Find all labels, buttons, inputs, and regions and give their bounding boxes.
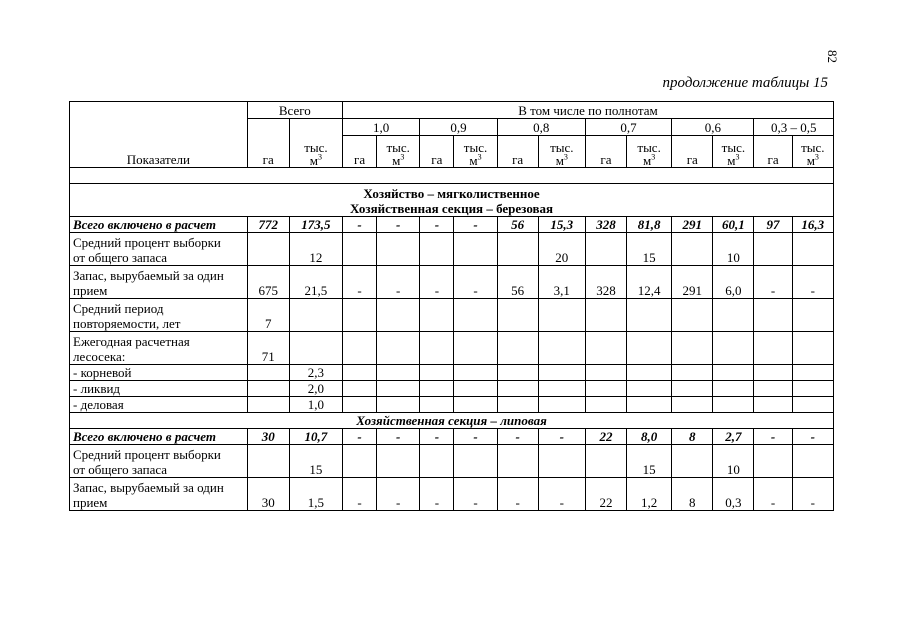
table-cell bbox=[247, 365, 289, 381]
table-cell bbox=[627, 365, 672, 381]
table-cell bbox=[792, 381, 833, 397]
table-cell bbox=[377, 381, 420, 397]
table-cell bbox=[672, 397, 713, 413]
header-density-5: 0,6 bbox=[672, 119, 754, 136]
table-cell bbox=[672, 445, 713, 478]
table-cell bbox=[585, 365, 626, 381]
table-cell bbox=[792, 233, 833, 266]
table-row bbox=[70, 365, 834, 381]
table-cell bbox=[377, 233, 420, 266]
table-cell bbox=[497, 332, 538, 365]
table-cell bbox=[343, 445, 377, 478]
table-cell bbox=[420, 332, 454, 365]
table-cell: 6,0 bbox=[713, 266, 754, 299]
header-total-ha: га bbox=[247, 119, 289, 168]
table-cell: 2,0 bbox=[289, 381, 342, 397]
table-row bbox=[70, 478, 834, 511]
header-unit-vol: тыс. $м^3$ bbox=[713, 136, 754, 168]
table-cell bbox=[585, 299, 626, 332]
table-row bbox=[70, 429, 834, 445]
table-cell bbox=[538, 365, 585, 381]
table-cell bbox=[672, 381, 713, 397]
header-total: Всего bbox=[247, 102, 342, 119]
table-cell bbox=[627, 397, 672, 413]
section-title: Хозяйственная секция – липовая bbox=[70, 413, 834, 429]
table-cell: 8 bbox=[672, 429, 713, 445]
table-cell bbox=[454, 299, 497, 332]
table-cell bbox=[377, 365, 420, 381]
table-cell: 81,8 bbox=[627, 217, 672, 233]
table-cell bbox=[754, 397, 792, 413]
table-cell bbox=[672, 233, 713, 266]
header-density-1: 1,0 bbox=[343, 119, 420, 136]
table-cell: - bbox=[420, 478, 454, 511]
header-unit-vol: тыс. $м^3$ bbox=[627, 136, 672, 168]
header-density-2: 0,9 bbox=[420, 119, 497, 136]
table-cell bbox=[497, 381, 538, 397]
table-cell bbox=[343, 233, 377, 266]
table-cell bbox=[585, 233, 626, 266]
table-cell bbox=[497, 365, 538, 381]
table-cell: - bbox=[497, 478, 538, 511]
table-cell: - bbox=[377, 266, 420, 299]
table-cell bbox=[247, 397, 289, 413]
table-cell: 675 bbox=[247, 266, 289, 299]
table-cell: 56 bbox=[497, 217, 538, 233]
table-cell bbox=[247, 445, 289, 478]
table-cell: - bbox=[754, 478, 792, 511]
table-row bbox=[70, 299, 834, 332]
header-unit-vol: тыс. $м^3$ bbox=[454, 136, 497, 168]
section-title: Хозяйство – мягколиственное Хозяйственная секция – березовая bbox=[70, 184, 834, 217]
table-cell bbox=[538, 332, 585, 365]
table-cell bbox=[538, 397, 585, 413]
table-cell bbox=[754, 381, 792, 397]
table-row bbox=[70, 445, 834, 478]
row-label: - деловая bbox=[70, 397, 248, 413]
table-cell bbox=[377, 332, 420, 365]
table-cell bbox=[497, 445, 538, 478]
table-cell bbox=[627, 332, 672, 365]
table-cell bbox=[454, 332, 497, 365]
table-row bbox=[70, 397, 834, 413]
table-cell: - bbox=[792, 478, 833, 511]
table-cell: 291 bbox=[672, 217, 713, 233]
table-cell bbox=[420, 233, 454, 266]
table-cell bbox=[289, 332, 342, 365]
table-cell bbox=[454, 445, 497, 478]
table-cell bbox=[343, 397, 377, 413]
table-cell bbox=[247, 381, 289, 397]
table-cell: - bbox=[377, 478, 420, 511]
table-cell bbox=[420, 299, 454, 332]
table-cell: 772 bbox=[247, 217, 289, 233]
table-cell bbox=[672, 365, 713, 381]
table-cell bbox=[343, 299, 377, 332]
table-cell bbox=[713, 332, 754, 365]
header-unit-vol: тыс. $м^3$ bbox=[792, 136, 833, 168]
table-cell: - bbox=[454, 266, 497, 299]
table-cell bbox=[754, 233, 792, 266]
row-label: Средний процент выборки от общего запаса bbox=[70, 445, 248, 478]
table-cell: 291 bbox=[672, 266, 713, 299]
table-cell: 12 bbox=[289, 233, 342, 266]
header-unit-ha: га bbox=[343, 136, 377, 168]
table-cell bbox=[247, 233, 289, 266]
header-total-vol: тыс. $м^3$ bbox=[289, 119, 342, 168]
table-cell bbox=[792, 332, 833, 365]
row-label: Запас, вырубаемый за один прием bbox=[70, 266, 248, 299]
row-label: - корневой bbox=[70, 365, 248, 381]
row-label: Запас, вырубаемый за один прием bbox=[70, 478, 248, 511]
table-cell bbox=[420, 381, 454, 397]
table-cell: 15 bbox=[627, 445, 672, 478]
table-row bbox=[70, 266, 834, 299]
table-cell: - bbox=[343, 478, 377, 511]
header-unit-ha: га bbox=[585, 136, 626, 168]
table-cell: - bbox=[538, 429, 585, 445]
table-cell bbox=[792, 299, 833, 332]
table-cell bbox=[792, 365, 833, 381]
table-cell: - bbox=[454, 478, 497, 511]
table-cell bbox=[754, 365, 792, 381]
table-cell bbox=[343, 381, 377, 397]
header-density-4: 0,7 bbox=[585, 119, 671, 136]
table-cell: 56 bbox=[497, 266, 538, 299]
table-cell: - bbox=[377, 217, 420, 233]
table-cell bbox=[627, 299, 672, 332]
row-label: Ежегодная расчетная лесосека: bbox=[70, 332, 248, 365]
header-unit-ha: га bbox=[672, 136, 713, 168]
table-cell bbox=[420, 365, 454, 381]
table-cell bbox=[754, 445, 792, 478]
table-cell bbox=[377, 445, 420, 478]
forest-table bbox=[69, 101, 834, 511]
table-cell bbox=[627, 381, 672, 397]
table-cell: 3,1 bbox=[538, 266, 585, 299]
table-cell bbox=[713, 299, 754, 332]
table-cell: 10,7 bbox=[289, 429, 342, 445]
page-number: 82 bbox=[825, 50, 840, 63]
table-cell: 15 bbox=[289, 445, 342, 478]
table-cell bbox=[585, 397, 626, 413]
table-cell: 2,7 bbox=[713, 429, 754, 445]
table-cell bbox=[585, 445, 626, 478]
header-density-6: 0,3 – 0,5 bbox=[754, 119, 834, 136]
table-cell: - bbox=[420, 266, 454, 299]
table-cell bbox=[497, 233, 538, 266]
header-row-1 bbox=[70, 102, 834, 119]
header-including: В том числе по полнотам bbox=[343, 102, 834, 119]
table-cell: 8 bbox=[672, 478, 713, 511]
table-cell bbox=[713, 381, 754, 397]
table-cell: 30 bbox=[247, 429, 289, 445]
table-cell bbox=[377, 397, 420, 413]
table-cell bbox=[585, 381, 626, 397]
table-cell: 0,3 bbox=[713, 478, 754, 511]
spacer-row bbox=[70, 168, 834, 184]
table-cell bbox=[497, 397, 538, 413]
table-cell bbox=[754, 299, 792, 332]
table-cell: 71 bbox=[247, 332, 289, 365]
table-cell: - bbox=[538, 478, 585, 511]
table-cell: - bbox=[454, 429, 497, 445]
table-cell: 22 bbox=[585, 429, 626, 445]
table-cell bbox=[538, 381, 585, 397]
table-caption: продолжение таблицы 15 bbox=[662, 75, 828, 91]
table-cell: 30 bbox=[247, 478, 289, 511]
row-label: Всего включено в расчет bbox=[70, 217, 248, 233]
table-row bbox=[70, 217, 834, 233]
row-label: Средний процент выборки от общего запаса bbox=[70, 233, 248, 266]
table-cell: - bbox=[497, 429, 538, 445]
table-cell bbox=[343, 332, 377, 365]
header-indicators: Показатели bbox=[70, 102, 248, 168]
table-cell: - bbox=[792, 266, 833, 299]
table-cell: 16,3 bbox=[792, 217, 833, 233]
header-unit-ha: га bbox=[420, 136, 454, 168]
table-cell bbox=[792, 445, 833, 478]
table-cell: 173,5 bbox=[289, 217, 342, 233]
table-cell: - bbox=[420, 429, 454, 445]
table-cell: 60,1 bbox=[713, 217, 754, 233]
section-2-body bbox=[70, 429, 834, 511]
table-cell: 22 bbox=[585, 478, 626, 511]
header-unit-vol: тыс. $м^3$ bbox=[538, 136, 585, 168]
row-label: - ликвид bbox=[70, 381, 248, 397]
table-cell: 97 bbox=[754, 217, 792, 233]
table-cell bbox=[454, 397, 497, 413]
table-cell: 328 bbox=[585, 217, 626, 233]
table-cell: 15,3 bbox=[538, 217, 585, 233]
table-cell: 10 bbox=[713, 233, 754, 266]
table-cell bbox=[289, 299, 342, 332]
table-cell bbox=[713, 397, 754, 413]
table-cell: - bbox=[454, 217, 497, 233]
header-unit-ha: га bbox=[754, 136, 792, 168]
table-cell: 7 bbox=[247, 299, 289, 332]
table-cell: - bbox=[377, 429, 420, 445]
table-cell: 2,3 bbox=[289, 365, 342, 381]
table-cell: 20 bbox=[538, 233, 585, 266]
table-cell: 1,2 bbox=[627, 478, 672, 511]
table-cell bbox=[585, 332, 626, 365]
table-cell bbox=[497, 299, 538, 332]
table-cell: 1,0 bbox=[289, 397, 342, 413]
table-cell bbox=[713, 365, 754, 381]
table-cell bbox=[538, 445, 585, 478]
table-cell: - bbox=[754, 429, 792, 445]
table-cell: 15 bbox=[627, 233, 672, 266]
table-cell: - bbox=[754, 266, 792, 299]
table-cell: - bbox=[420, 217, 454, 233]
row-label: Средний период повторяемости, лет bbox=[70, 299, 248, 332]
table-cell bbox=[754, 332, 792, 365]
table-cell bbox=[343, 365, 377, 381]
table-cell: - bbox=[343, 217, 377, 233]
table-row bbox=[70, 332, 834, 365]
section-1-body bbox=[70, 217, 834, 413]
table-cell: - bbox=[792, 429, 833, 445]
header-density-3: 0,8 bbox=[497, 119, 585, 136]
table-cell bbox=[792, 397, 833, 413]
table-cell bbox=[377, 299, 420, 332]
table-cell: 328 bbox=[585, 266, 626, 299]
table-cell: 21,5 bbox=[289, 266, 342, 299]
table-cell bbox=[420, 397, 454, 413]
table-cell bbox=[420, 445, 454, 478]
table-cell bbox=[672, 299, 713, 332]
row-label: Всего включено в расчет bbox=[70, 429, 248, 445]
table-cell: 10 bbox=[713, 445, 754, 478]
table-cell bbox=[454, 233, 497, 266]
table-cell: - bbox=[343, 266, 377, 299]
table-cell bbox=[672, 332, 713, 365]
table-cell: 12,4 bbox=[627, 266, 672, 299]
section-header-row bbox=[70, 413, 834, 429]
header-unit-ha: га bbox=[497, 136, 538, 168]
table-cell: - bbox=[343, 429, 377, 445]
table-row bbox=[70, 381, 834, 397]
table-cell: 8,0 bbox=[627, 429, 672, 445]
table-cell bbox=[538, 299, 585, 332]
table-cell: 1,5 bbox=[289, 478, 342, 511]
table-row bbox=[70, 233, 834, 266]
table-cell bbox=[454, 381, 497, 397]
section-header-row bbox=[70, 184, 834, 217]
header-unit-vol: тыс. $м^3$ bbox=[377, 136, 420, 168]
table-cell bbox=[454, 365, 497, 381]
